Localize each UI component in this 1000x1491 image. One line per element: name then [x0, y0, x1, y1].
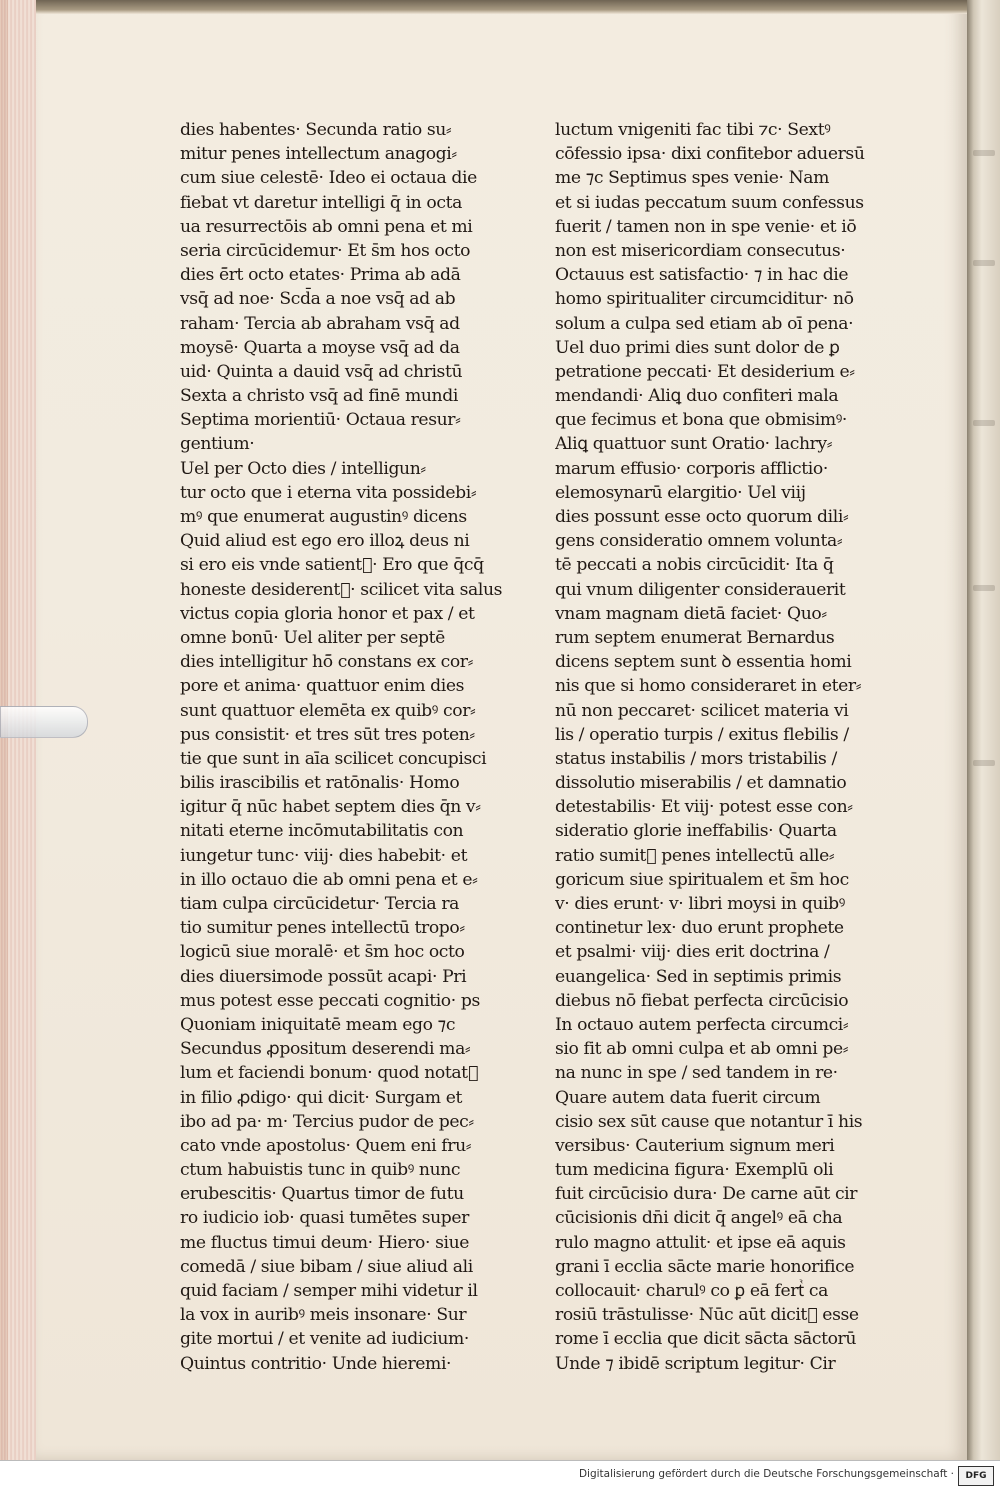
facing-page-text-mark: [973, 420, 995, 426]
text-line: ratio sumitᷣ penes intellectū alle⸗: [555, 845, 835, 866]
digitization-footer: [0, 1460, 1000, 1491]
text-line: nitati eterne incōmutabilitatis con: [180, 821, 464, 842]
text-line: logicū siue moralē· et s̄m hoc octo: [180, 942, 465, 963]
text-line: cōfessio ipsa· dixi confitebor aduersū: [555, 144, 865, 165]
facing-page-text-mark: [973, 760, 995, 766]
text-line: honeste desiderentᷣ· scilicet vita salus: [180, 579, 503, 600]
text-line: dies diuersimode possūt acapi· Pri: [180, 966, 467, 987]
text-line: pore et anima· quattuor enim dies: [180, 676, 465, 697]
text-line: tum medicina figura· Exemplū oli: [555, 1160, 834, 1181]
top-binding-strip: [36, 0, 967, 14]
text-line: Quoniam iniquitatē meam ego ⁊c: [180, 1014, 456, 1035]
text-line: si ero eis vnde satientᷣ· Ero que q̄cq̄: [180, 555, 484, 576]
text-line: versibus· Cauterium signum meri: [555, 1135, 835, 1156]
text-line: non est misericordiam consecutus·: [555, 240, 846, 261]
right-text-column: [555, 118, 889, 1376]
text-line: uid· Quinta a dauid vsq̄ ad christū: [180, 361, 463, 382]
text-line: ua resurrectōis ab omni pena et mi: [180, 216, 473, 237]
left-text-column: [180, 118, 514, 1376]
text-line: me ⁊c Septimus spes venie· Nam: [555, 168, 829, 189]
text-line: dissolutio miserabilis / et damnatio: [555, 773, 847, 794]
text-line: iungetur tunc· viij· dies habebit· et: [180, 845, 468, 866]
text-line: dies ē̄rt octo etates· Prima ab adā: [180, 265, 461, 286]
text-line: Unde ⁊ ibidē scriptum legitur· Cir: [555, 1353, 836, 1374]
text-line: fiebat vt daretur intelligi q̄ in octa: [180, 192, 462, 213]
text-line: bilis irascibilis et ratōnalis· Homo: [180, 773, 460, 794]
text-line: tē peccati a nobis circūcidit· Ita q̄: [555, 555, 834, 576]
text-line: In octauo autem perfecta circumci⸗: [555, 1014, 849, 1035]
text-line: tiam culpa circūcidetur· Tercia ra: [180, 894, 459, 914]
text-line: v· dies erunt· v· libri moysi in quibꝰ: [555, 894, 845, 914]
page-clip: [0, 706, 88, 738]
text-line: erubescitis· Quartus timor de futu: [180, 1184, 464, 1205]
text-line: qui vnum diligenter considerauerit: [555, 579, 846, 600]
text-line: marum effusio· corporis afflictio·: [555, 458, 828, 479]
text-line: rome ī ecclia que dicit sācta sāctorū: [555, 1329, 857, 1350]
text-line: Uel per Octo dies / intelligun⸗: [180, 458, 426, 479]
text-line: Quid aliud est ego ero illoꝝ deus ni: [180, 531, 470, 552]
text-line: ibo ad pa· m· Tercius pudor de pec⸗: [180, 1111, 474, 1132]
text-line: et si iudas peccatum suum confessus: [555, 192, 864, 213]
footer-rule: [0, 1460, 1000, 1461]
facing-page-text-mark: [973, 585, 995, 591]
text-line: seria circūcidemur· Et s̄m hos octo: [180, 240, 471, 261]
text-line: comedā / siue bibam / siue aliud ali: [180, 1256, 473, 1277]
text-line: sideratio glorie ineffabilis· Quarta: [555, 821, 837, 842]
text-line: Uel duo primi dies sunt dolor de ꝑ: [555, 337, 840, 358]
text-line: igitur q̄ nūc habet septem dies q̄n v⸗: [180, 797, 481, 818]
text-line: dies intelligitur hō̄ constans ex cor⸗: [180, 652, 473, 673]
text-line: nis que si homo consideraret in eter⸗: [555, 676, 862, 697]
text-line: in filio ꝓdigo· qui dicit· Surgam et: [180, 1087, 463, 1108]
text-line: cato vnde apostolus· Quem eni fru⸗: [180, 1135, 472, 1156]
text-line: luctum vnigeniti fac tibi ⁊c· Sextꝰ: [555, 120, 831, 140]
text-line: omne bonū· Uel aliter per septē: [180, 627, 445, 648]
text-line: rulo magno attulit· et ipse eā aquis: [555, 1232, 846, 1253]
text-line: ctum habuistis tunc in quibꝰ nunc: [180, 1160, 461, 1181]
text-line: homo spiritualiter circumciditur· nō: [555, 289, 854, 310]
text-line: me fluctus timui deum· Hiero· siue: [180, 1232, 470, 1253]
facing-page-text-mark: [973, 260, 995, 266]
text-line: sio fit ab omni culpa et ab omni pe⸗: [555, 1039, 849, 1060]
text-line: Septima morientiū· Octaua resur⸗: [180, 410, 461, 431]
dfg-logo: DFG: [958, 1466, 994, 1486]
text-line: et psalmi· viij· dies erit doctrina /: [555, 942, 830, 963]
text-line: rum septem enumerat Bernardus: [555, 627, 835, 648]
text-line: gens consideratio omnem volunta⸗: [555, 531, 843, 552]
text-line: pus consistit· et tres sūt tres poten⸗: [180, 724, 475, 745]
text-line: continetur lex· duo erunt prophete: [555, 918, 844, 939]
text-line: petratione peccati· Et desiderium e⸗: [555, 361, 855, 382]
text-line: euangelica· Sed in septimis primis: [555, 966, 842, 987]
footer-credit: Digitalisierung gefördert durch die Deutsche Forschungsgemeinschaft ·: [578, 1468, 954, 1480]
text-line: goricum siue spiritualem et s̄m hoc: [555, 869, 849, 890]
text-line: Aliꝗ quattuor sunt Oratio· lachry⸗: [555, 434, 833, 455]
text-line: gentium·: [180, 434, 255, 455]
text-line: moysē· Quarta a moyse vsq̄ ad da: [180, 337, 460, 358]
text-line: tie que sunt in aīa scilicet concupisci: [180, 748, 487, 769]
text-line: lis / operatio turpis / exitus flebilis /: [555, 724, 849, 745]
text-line: mitur penes intellectum anagogi⸗: [180, 144, 457, 165]
text-line: la vox in auribꝰ meis insonare· Sur: [180, 1305, 467, 1326]
text-line: rosiū trāstulisse· Nūc aūt dicitᷣ esse: [555, 1305, 859, 1326]
text-line: grani ī ecclia sācte marie honorifice: [555, 1256, 855, 1277]
text-line: mꝰ que enumerat augustinꝰ dicens: [180, 507, 467, 527]
text-line: in illo octauo die ab omni pena et e⸗: [180, 869, 478, 890]
text-line: sunt quattuor elemēta ex quibꝰ cor⸗: [180, 700, 476, 721]
text-line: victus copia gloria honor et pax / et: [180, 603, 475, 624]
text-line: diebus nō fiebat perfecta circūcisio: [555, 990, 849, 1011]
text-line: gite mortui / et venite ad iudicium·: [180, 1329, 469, 1350]
text-line: cisio sex sūt cause que notantur ī his: [555, 1111, 863, 1132]
text-line: mendandi· Aliꝗ duo confiteri mala: [555, 386, 839, 407]
text-line: dicens septem sunt ꝺ essentia homi: [555, 652, 852, 673]
text-line: ro iudicio iob· quasi tumētes super: [180, 1208, 469, 1229]
text-line: fuerit / tamen non in spe venie· et iō: [555, 216, 857, 237]
text-line: mus potest esse peccati cognitio· ps: [180, 990, 480, 1011]
text-line: na nunc in spe / sed tandem in re·: [555, 1063, 838, 1084]
text-line: cum siue celestē· Ideo ei octaua die: [180, 168, 477, 189]
text-line: cūcisionis dn̄i dicit q̄ angelꝰ eā cha: [555, 1208, 843, 1229]
text-line: vsq̄ ad noe· Scd̄a a noe vsq̄ ad ab: [180, 289, 456, 310]
text-line: Quintus contritio· Unde hieremi·: [180, 1353, 452, 1374]
text-line: Secundus ꝓpositum deserendi ma⸗: [180, 1039, 471, 1060]
text-line: Quare autem data fuerit circum: [555, 1087, 821, 1108]
text-line: status instabilis / mors tristabilis /: [555, 748, 837, 769]
text-line: tur octo que i eterna vita possidebi⸗: [180, 482, 477, 503]
facing-page-text-mark: [973, 150, 995, 156]
text-line: nū non peccaret· scilicet materia vi: [555, 700, 849, 721]
text-line: Sexta a christo vsq̄ ad finē mundi: [180, 386, 458, 407]
text-line: quid faciam / semper mihi videtur il: [180, 1281, 478, 1301]
text-line: collocauit· charulꝰ co ꝑ eā fertᷣ ca: [555, 1281, 828, 1301]
text-line: elemosynarū elargitio· Uel viij: [555, 482, 806, 503]
text-line: raham· Tercia ab abraham vsq̄ ad: [180, 313, 460, 334]
text-line: que fecimus et bona que obmisimꝰ·: [555, 410, 847, 431]
text-line: tio sumitur penes intellectū tropo⸗: [180, 918, 465, 939]
text-line: lum et faciendi bonum· quod notatᷣ: [180, 1063, 478, 1084]
text-line: solum a culpa sed etiam ab oī pena·: [555, 313, 854, 334]
text-line: fuit circūcisio dura· De carne aūt cir: [555, 1184, 858, 1205]
text-line: dies habentes· Secunda ratio su⸗: [180, 120, 452, 140]
facing-page-edge: [967, 0, 1000, 1460]
text-line: dies possunt esse octo quorum dili⸗: [555, 507, 849, 527]
text-line: Octauus est satisfactio· ⁊ in hac die: [555, 265, 849, 286]
text-line: vnam magnam dietā faciet· Quo⸗: [555, 603, 827, 624]
text-line: detestabilis· Et viij· potest esse con⸗: [555, 797, 853, 818]
